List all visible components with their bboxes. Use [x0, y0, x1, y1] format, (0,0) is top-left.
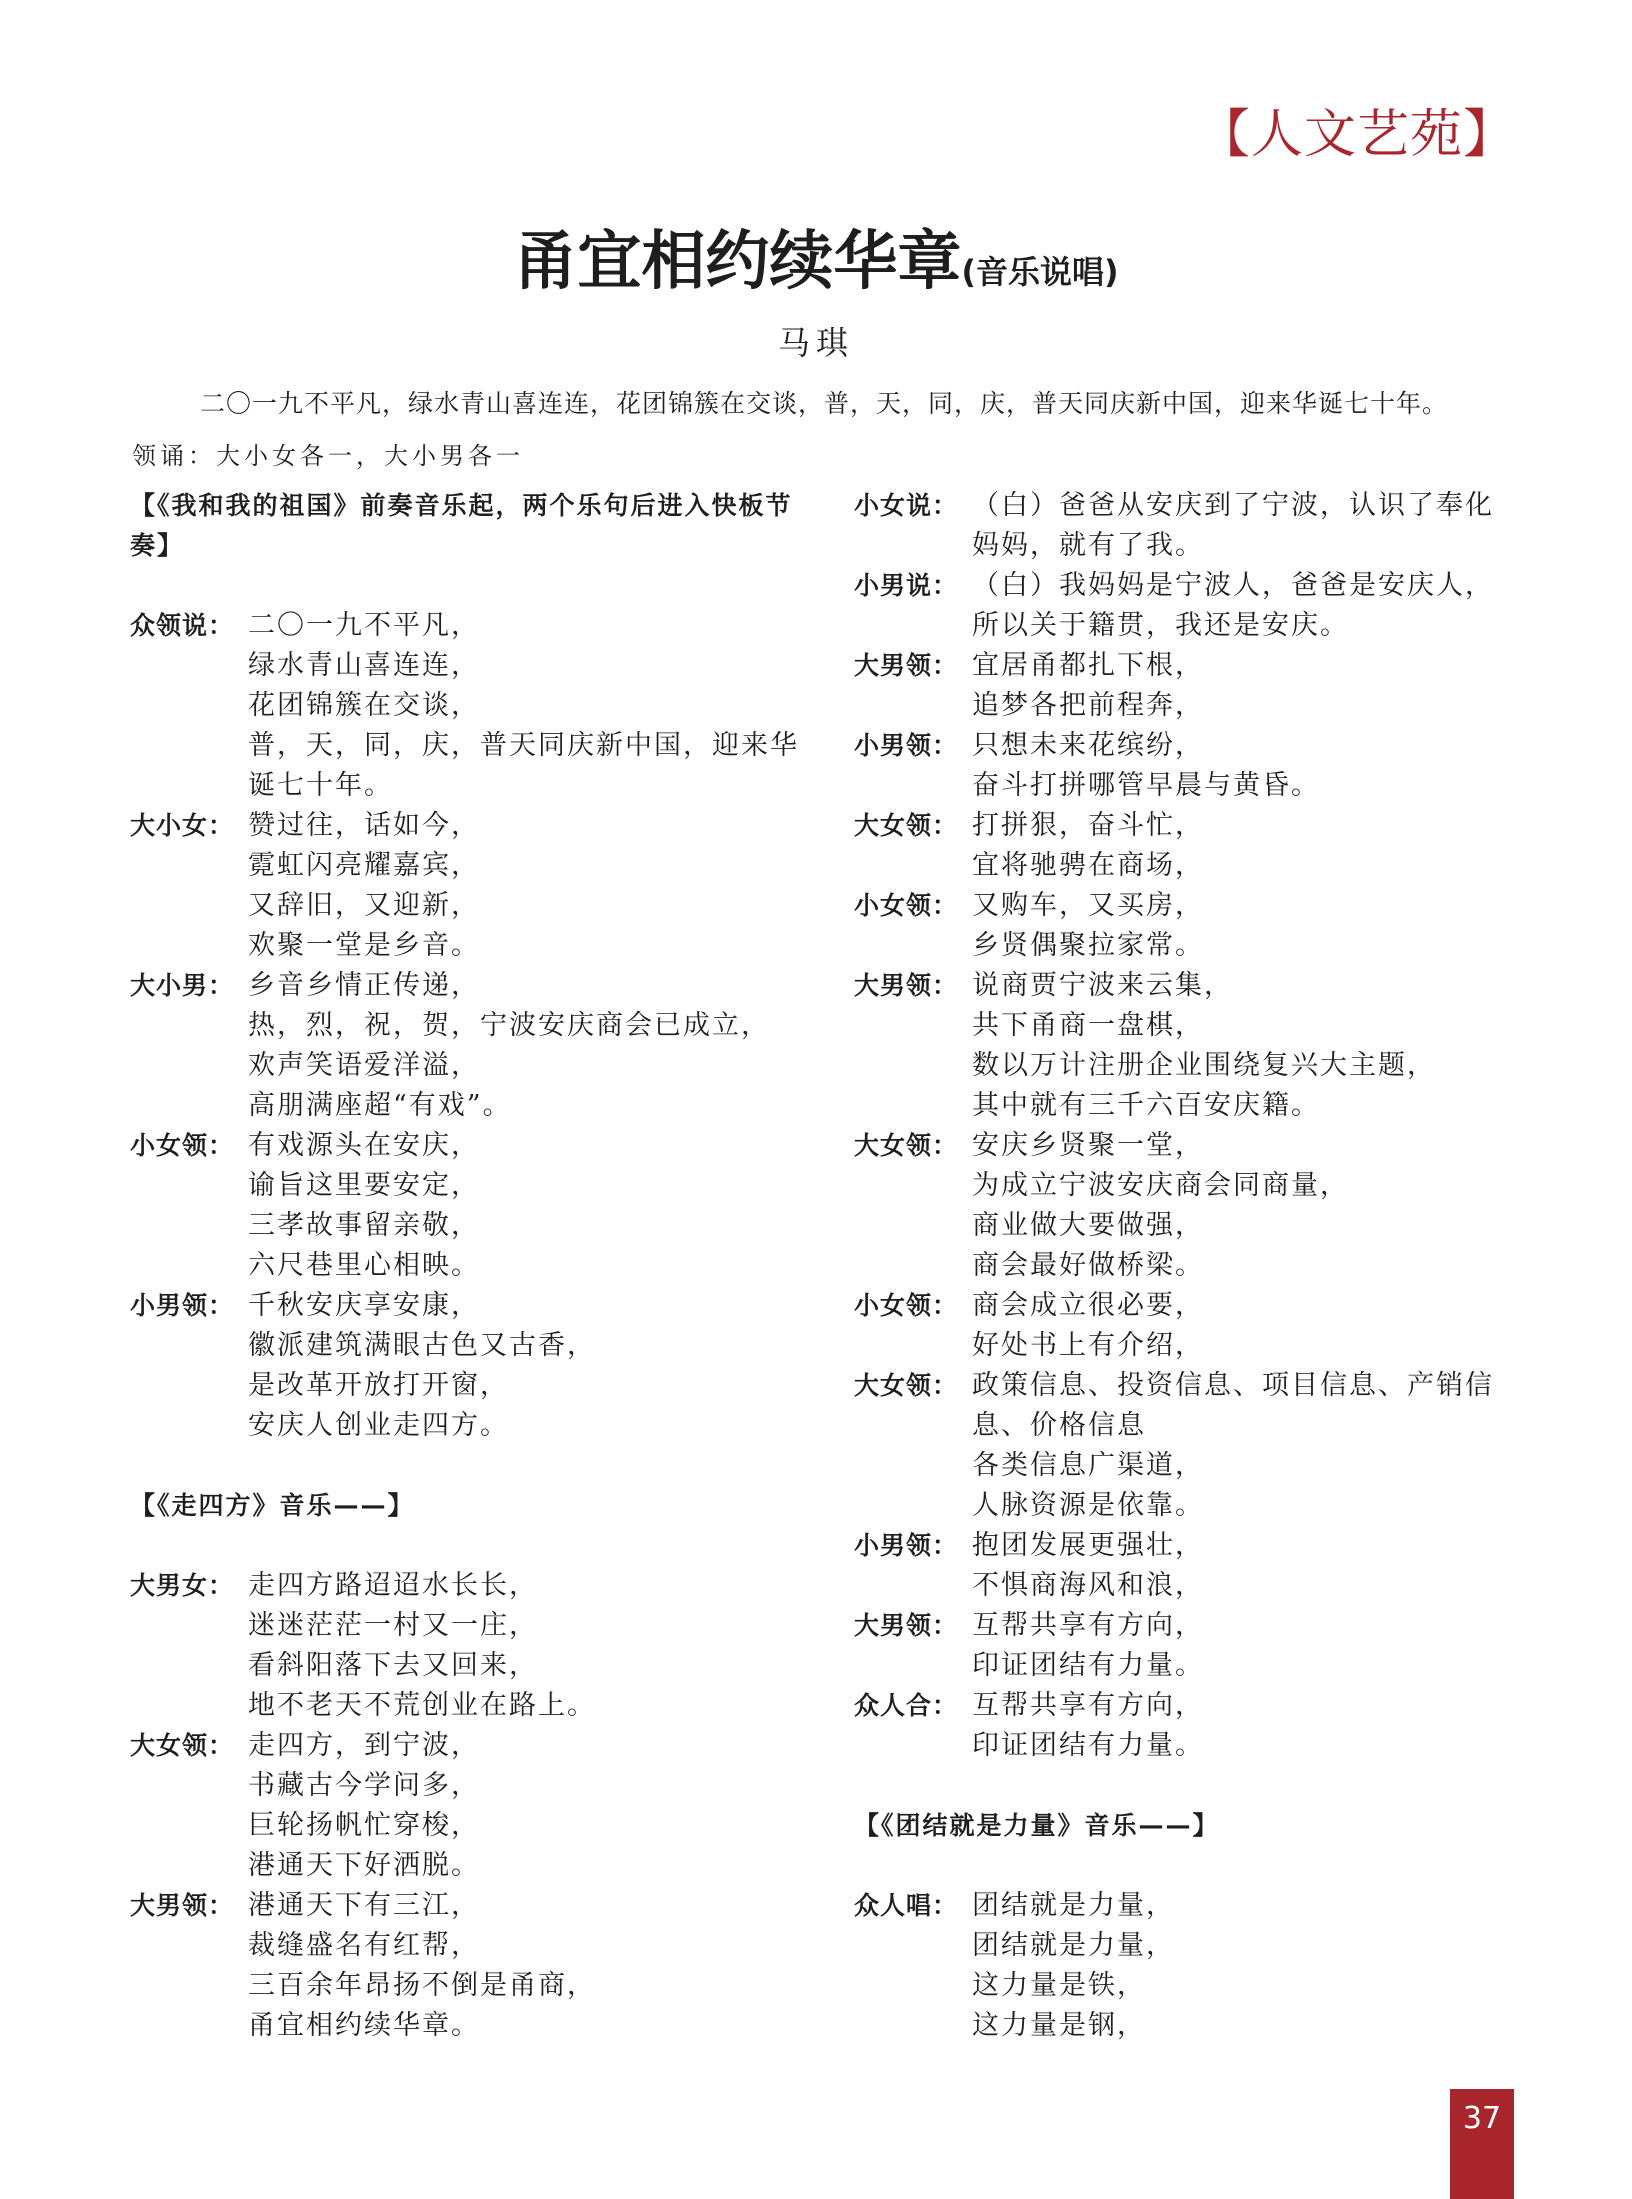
speaker-label: 众领说： [130, 611, 235, 640]
speaker-label: 众人合： [854, 1691, 959, 1720]
dialogue-entry [854, 486, 1514, 566]
dialogue-lines [972, 726, 1514, 806]
dialogue-line: 为成立宁波安庆商会同商量， [972, 1170, 1349, 1201]
dialogue-lines [972, 486, 1514, 566]
dialogue-line: 港通天下有三江， [248, 1890, 480, 1921]
dialogue-line: 绿水青山喜连连， [248, 650, 480, 681]
dialogue-lines [972, 886, 1514, 966]
dialogue-line: 千秋安庆享安康， [248, 1290, 480, 1321]
dialogue-lines [972, 1886, 1514, 2046]
dialogue-line: 互帮共享有方向， [972, 1690, 1204, 1721]
speaker-label: 大小女： [130, 811, 235, 840]
dialogue-lines [972, 1286, 1514, 1366]
dialogue-lines [972, 1686, 1514, 1766]
dialogue-entry [854, 726, 1514, 806]
dialogue-lines [248, 1566, 810, 1726]
dialogue-lines [248, 1726, 810, 1886]
speaker-label: 小女领： [854, 1291, 959, 1320]
dialogue-line: 热，烈，祝，贺，宁波安庆商会已成立， [248, 1010, 770, 1041]
dialogue-line: 互帮共享有方向， [972, 1610, 1204, 1641]
dialogue-line: （白）我妈妈是宁波人，爸爸是安庆人，所以关于籍贯，我还是安庆。 [972, 570, 1494, 641]
dialogue-lines [972, 806, 1514, 886]
dialogue-entry [854, 806, 1514, 886]
dialogue-entry [854, 1366, 1514, 1526]
dialogue-line: 有戏源头在安庆， [248, 1130, 480, 1161]
dialogue-line: 巨轮扬帆忙穿梭， [248, 1810, 480, 1841]
spacer [130, 1526, 810, 1566]
speaker-label: 大女领： [854, 811, 959, 840]
stage-direction: 【《我和我的祖国》前奏音乐起，两个乐句后进入快板节奏】 [130, 491, 793, 560]
dialogue-line: 商会最好做桥梁。 [972, 1250, 1204, 1281]
intro-paragraph: 二〇一九不平凡，绿水青山喜连连，花团锦簇在交谈，普，天，同，庆，普天同庆新中国，迎来华诞七十年。 [200, 389, 1449, 418]
dialogue-line: 团结就是力量， [972, 1890, 1175, 1921]
dialogue-line: 普，天，同，庆，普天同庆新中国，迎来华诞七十年。 [248, 730, 799, 801]
dialogue-entry [130, 966, 810, 1126]
dialogue-line: 其中就有三千六百安庆籍。 [972, 1090, 1320, 1121]
dialogue-line: 奋斗打拼哪管早晨与黄昏。 [972, 770, 1320, 801]
dialogue-line: 又购车，又买房， [972, 890, 1204, 921]
speaker-label: 小女说： [854, 491, 959, 520]
dialogue-line: （白）爸爸从安庆到了宁波，认识了奉化妈妈，就有了我。 [972, 490, 1494, 561]
speaker-label: 大女领： [130, 1731, 235, 1760]
dialogue-entry [854, 886, 1514, 966]
dialogue-lines [248, 806, 810, 966]
dialogue-entry [854, 1126, 1514, 1286]
dialogue-line: 数以万计注册企业围绕复兴大主题， [972, 1050, 1436, 1081]
dialogue-entry [130, 806, 810, 966]
dialogue-line: 徽派建筑满眼古色又古香， [248, 1330, 596, 1361]
dialogue-entry [854, 1286, 1514, 1366]
dialogue-line: 三孝故事留亲敬， [248, 1210, 480, 1241]
dialogue-lines [972, 1366, 1514, 1526]
roles-line: 领诵：大小女各一，大小男各一 [132, 442, 524, 470]
stage-direction: 【《团结就是力量》音乐——】 [854, 1811, 1220, 1840]
dialogue-line: 政策信息、投资信息、项目信息、产销信息、价格信息 [972, 1370, 1494, 1441]
dialogue-line: 走四方，到宁波， [248, 1730, 480, 1761]
dialogue-lines [972, 1526, 1514, 1606]
dialogue-lines [248, 1886, 810, 2046]
dialogue-entry [130, 1726, 810, 1886]
dialogue-line: 欢声笑语爱洋溢， [248, 1050, 480, 1081]
dialogue-line: 迷迷茫茫一村又一庄， [248, 1610, 538, 1641]
dialogue-entry [130, 1886, 810, 2046]
dialogue-entry [854, 1886, 1514, 2046]
dialogue-line: 打拼狠，奋斗忙， [972, 810, 1204, 841]
dialogue-entry [854, 646, 1514, 726]
speaker-label: 众人唱： [854, 1891, 959, 1920]
dialogue-entry [854, 1606, 1514, 1686]
dialogue-entry [130, 1566, 810, 1726]
spacer [854, 1766, 1514, 1806]
spacer [854, 1846, 1514, 1886]
dialogue-line: 港通天下好洒脱。 [248, 1850, 480, 1881]
dialogue-line: 看斜阳落下去又回来， [248, 1650, 538, 1681]
dialogue-line: 各类信息广渠道， [972, 1450, 1204, 1481]
dialogue-lines [972, 646, 1514, 726]
dialogue-entry [854, 1686, 1514, 1766]
dialogue-line: 甬宜相约续华章。 [248, 2010, 480, 2041]
dialogue-line: 只想未来花缤纷， [972, 730, 1204, 761]
page-number: 37 [1462, 2101, 1502, 2136]
dialogue-lines [248, 1126, 810, 1286]
dialogue-line: 人脉资源是依靠。 [972, 1490, 1204, 1521]
speaker-label: 小男说： [854, 571, 959, 600]
dialogue-entry [130, 1126, 810, 1286]
speaker-label: 大小男： [130, 971, 235, 1000]
left-column [130, 486, 810, 2046]
author: 马琪 [777, 324, 854, 362]
dialogue-lines [248, 966, 810, 1126]
speaker-label: 小女领： [130, 1131, 235, 1160]
dialogue-line: 追梦各把前程奔， [972, 690, 1204, 721]
dialogue-line: 共下甬商一盘棋， [972, 1010, 1204, 1041]
dialogue-line: 不惧商海风和浪， [972, 1570, 1204, 1601]
dialogue-entry [854, 966, 1514, 1126]
dialogue-lines [972, 566, 1514, 646]
page-number-tab [1450, 2089, 1514, 2199]
dialogue-line: 书藏古今学问多， [248, 1770, 480, 1801]
dialogue-line: 说商贾宁波来云集， [972, 970, 1233, 1001]
dialogue-line: 三百余年昂扬不倒是甬商， [248, 1970, 596, 2001]
dialogue-line: 安庆人创业走四方。 [248, 1410, 509, 1441]
dialogue-line: 这力量是钢， [972, 2010, 1146, 2041]
dialogue-line: 又辞旧，又迎新， [248, 890, 480, 921]
speaker-label: 小男领： [854, 1531, 959, 1560]
dialogue-line: 六尺巷里心相映。 [248, 1250, 480, 1281]
dialogue-line: 这力量是铁， [972, 1970, 1146, 2001]
speaker-label: 小男领： [854, 731, 959, 760]
dialogue-line: 商会成立很必要， [972, 1290, 1204, 1321]
dialogue-line: 高朋满座超“有戏”。 [248, 1090, 512, 1121]
speaker-label: 大男领： [854, 971, 959, 1000]
speaker-label: 大女领： [854, 1371, 959, 1400]
dialogue-line: 宜居甬都扎下根， [972, 650, 1204, 681]
page-title: 甬宜相约续华章 [513, 225, 962, 299]
speaker-label: 小男领： [130, 1291, 235, 1320]
dialogue-line: 谕旨这里要安定， [248, 1170, 480, 1201]
dialogue-line: 抱团发展更强壮， [972, 1530, 1204, 1561]
speaker-label: 大女领： [854, 1131, 959, 1160]
dialogue-line: 霓虹闪亮耀嘉宾， [248, 850, 480, 881]
dialogue-line: 印证团结有力量。 [972, 1650, 1204, 1681]
speaker-label: 大男领： [854, 651, 959, 680]
dialogue-line: 地不老天不荒创业在路上。 [248, 1690, 596, 1721]
dialogue-line: 是改革开放打开窗， [248, 1370, 509, 1401]
speaker-label: 小女领： [854, 891, 959, 920]
dialogue-line: 赞过往，话如今， [248, 810, 480, 841]
page-subtitle: (音乐说唱) [961, 253, 1119, 291]
dialogue-line: 印证团结有力量。 [972, 1730, 1204, 1761]
dialogue-lines [248, 606, 810, 806]
speaker-label: 大男领： [130, 1891, 235, 1920]
dialogue-entry [130, 1286, 810, 1446]
stage-direction: 【《走四方》音乐——】 [130, 1491, 415, 1520]
right-column [854, 486, 1514, 2046]
spacer [130, 566, 810, 606]
dialogue-line: 好处书上有介绍， [972, 1330, 1204, 1361]
dialogue-entry [854, 566, 1514, 646]
dialogue-line: 团结就是力量， [972, 1930, 1175, 1961]
dialogue-lines [248, 1286, 810, 1446]
dialogue-line: 裁缝盛名有红帮， [248, 1930, 480, 1961]
speaker-label: 大男领： [854, 1611, 959, 1640]
dialogue-lines [972, 1126, 1514, 1286]
dialogue-line: 商业做大要做强， [972, 1210, 1204, 1241]
title-block [0, 210, 1632, 302]
dialogue-line: 走四方路迢迢水长长， [248, 1570, 538, 1601]
dialogue-line: 乡音乡情正传递， [248, 970, 480, 1001]
dialogue-lines [972, 1606, 1514, 1686]
dialogue-line: 欢聚一堂是乡音。 [248, 930, 480, 961]
section-tag: 【人文艺苑】 [1197, 105, 1516, 165]
spacer [130, 1446, 810, 1486]
speaker-label: 大男女： [130, 1571, 235, 1600]
dialogue-line: 宜将驰骋在商场， [972, 850, 1204, 881]
dialogue-line: 花团锦簇在交谈， [248, 690, 480, 721]
dialogue-entry [130, 606, 810, 806]
dialogue-line: 二〇一九不平凡， [248, 610, 480, 641]
dialogue-line: 安庆乡贤聚一堂， [972, 1130, 1204, 1161]
dialogue-lines [972, 966, 1514, 1126]
dialogue-line: 乡贤偶聚拉家常。 [972, 930, 1204, 961]
dialogue-entry [854, 1526, 1514, 1606]
